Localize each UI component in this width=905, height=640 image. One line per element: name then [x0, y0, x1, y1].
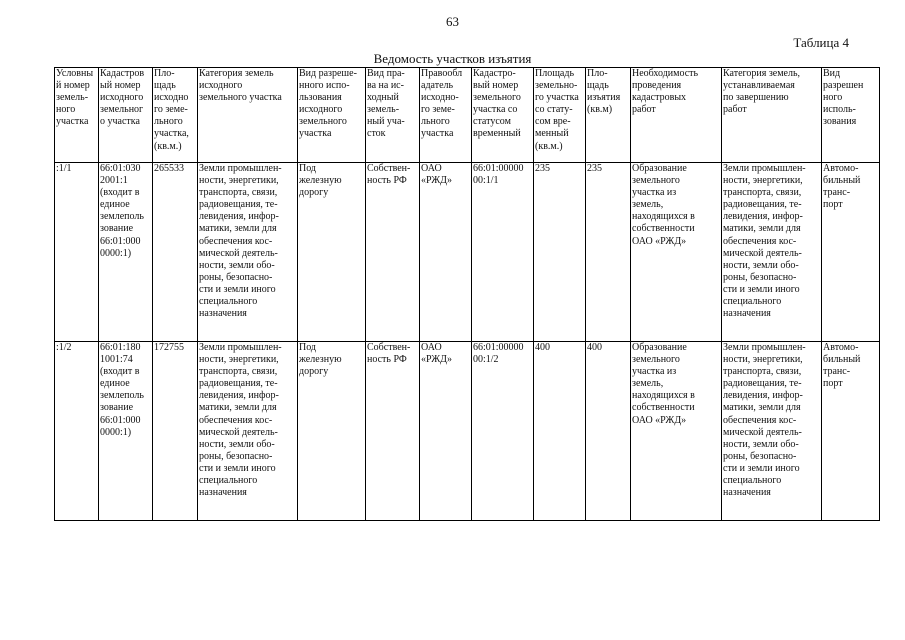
- table-cell: 66:01:180 1001:74 (входит в единое землеполь зование 66:01:000 0000:1): [99, 342, 153, 521]
- column-header-temporary-area: Площадь земельно- го участка со стату- сом вре- менный (кв.м.): [534, 68, 586, 163]
- table-cell: Под железную дорогу: [298, 163, 366, 342]
- land-parcels-table: [54, 67, 880, 521]
- table-cell: Автомо- бильный транс- порт: [822, 342, 880, 521]
- column-header-cadastral-number: Кадастров ый номер исходного земельног о участка: [99, 68, 153, 163]
- column-header-final-land-category: Категория земель, устанавливаемая по завершению работ: [722, 68, 822, 163]
- table-cell: 66:01:030 2001:1 (входит в единое землеполь зование 66:01:000 0000:1): [99, 163, 153, 342]
- table-cell: 66:01:00000 00:1/1: [472, 163, 534, 342]
- table-cell: Земли промышлен- ности, энергетики, транспорта, связи, радиовещания, те- левидения, инфор- матики, земли для обеспечения кос- мической деятель- ности, земли обо- роны, безопасно- сти и земли иного специального назначения: [722, 163, 822, 342]
- table-cell: Образование земельного участка из земель, находящихся в собственности ОАО «РЖД»: [631, 163, 722, 342]
- column-header-conditional-number: Условны й номер земель- ного участка: [55, 68, 99, 163]
- table-row: [55, 342, 880, 521]
- table-cell: 235: [586, 163, 631, 342]
- column-header-cadastral-works: Необходимость проведения кадастровых работ: [631, 68, 722, 163]
- table-label: Таблица 4: [793, 35, 849, 50]
- table-cell: 400: [586, 342, 631, 521]
- table-cell: Образование земельного участка из земель, находящихся в собственности ОАО «РЖД»: [631, 342, 722, 521]
- table-cell: 400: [534, 342, 586, 521]
- table-cell: Земли промышлен- ности, энергетики, транспорта, связи, радиовещания, те- левидения, инфор- матики, земли для обеспечения кос- мической деятель- ности, земли обо- роны, безопасно- сти и земли иного специального назначения: [198, 163, 298, 342]
- table-cell: ОАО «РЖД»: [420, 163, 472, 342]
- column-header-source-land-category: Категория земель исходного земельного участка: [198, 68, 298, 163]
- table-cell: 172755: [153, 342, 198, 521]
- table-cell: :1/1: [55, 163, 99, 342]
- table-cell: Автомо- бильный транс- порт: [822, 163, 880, 342]
- table-title: Ведомость участков изъятия: [373, 51, 532, 66]
- table-cell: :1/2: [55, 342, 99, 521]
- table-cell: 66:01:00000 00:1/2: [472, 342, 534, 521]
- table-cell: Собствен- ность РФ: [366, 163, 420, 342]
- header-row: [55, 68, 880, 163]
- column-header-final-permitted-use: Вид разрешен ного исполь- зования: [822, 68, 880, 163]
- page-number: 63: [446, 14, 459, 29]
- table-cell: Собствен- ность РФ: [366, 342, 420, 521]
- column-header-right-type: Вид пра- ва на ис- ходный земель- ный уча- сток: [366, 68, 420, 163]
- table-cell: Под железную дорогу: [298, 342, 366, 521]
- column-header-rights-holder: Правообл адатель исходно- го земе- льного участка: [420, 68, 472, 163]
- table-cell: 265533: [153, 163, 198, 342]
- table-cell: ОАО «РЖД»: [420, 342, 472, 521]
- column-header-permitted-use: Вид разреше- нного испо- льзования исходного земельного участка: [298, 68, 366, 163]
- column-header-withdrawal-area: Пло- щадь изъятия (кв.м): [586, 68, 631, 163]
- table-cell: Земли промышлен- ности, энергетики, транспорта, связи, радиовещания, те- левидения, инфор- матики, земли для обеспечения кос- мической деятель- ности, земли обо- роны, безопасно- сти и земли иного специального назначения: [198, 342, 298, 521]
- table-cell: 235: [534, 163, 586, 342]
- column-header-temporary-cadastral-number: Кадастро- вый номер земельного участка со статусом временный: [472, 68, 534, 163]
- column-header-source-area: Пло- щадь исходно го земе- льного участка, (кв.м.): [153, 68, 198, 163]
- table-row: [55, 163, 880, 342]
- table-cell: Земли промышлен- ности, энергетики, транспорта, связи, радиовещания, те- левидения, инфор- матики, земли для обеспечения кос- мической деятель- ности, земли обо- роны, безопасно- сти и земли иного специального назначения: [722, 342, 822, 521]
